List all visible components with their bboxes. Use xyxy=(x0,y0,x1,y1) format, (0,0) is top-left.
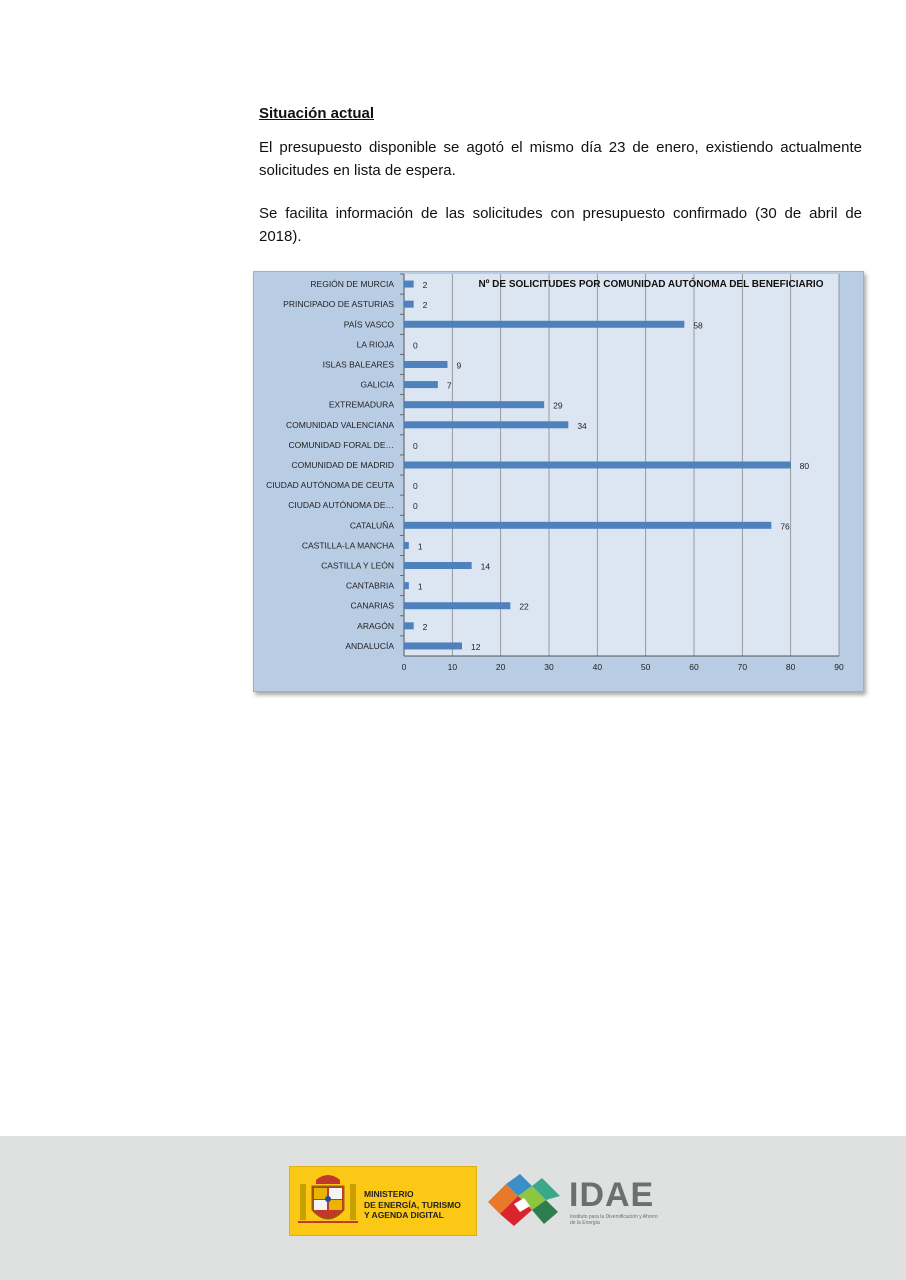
chart-container xyxy=(253,271,864,692)
category-label: CANARIAS xyxy=(350,600,394,611)
bar xyxy=(404,462,791,469)
bar xyxy=(404,582,409,589)
idae-emblem-icon xyxy=(484,1172,564,1228)
idae-wordmark: IDAE xyxy=(569,1176,655,1214)
data-label: 80 xyxy=(799,461,810,471)
data-label: 1 xyxy=(417,581,423,592)
bar xyxy=(404,622,414,629)
x-tick-label: 50 xyxy=(640,662,651,672)
page-footer xyxy=(0,1136,906,1280)
bar xyxy=(404,542,409,549)
bar xyxy=(404,361,448,368)
data-label: 9 xyxy=(456,360,462,371)
bar xyxy=(404,381,438,388)
data-label: 1 xyxy=(417,541,423,552)
data-label: 22 xyxy=(519,601,529,612)
ministry-name: MINISTERIO DE ENERGÍA, TURISMO Y AGENDA DIGITAL xyxy=(364,1189,461,1220)
bar xyxy=(404,602,510,609)
category-label: LA RIOJA xyxy=(356,339,394,350)
category-label: ARAGÓN xyxy=(357,620,394,631)
data-label: 7 xyxy=(446,380,452,391)
idae-subtitle: Instituto para la Diversificación y Ahorro de la Energía xyxy=(570,1214,658,1226)
category-label: CANTABRIA xyxy=(345,580,394,591)
category-label: CATALUÑA xyxy=(349,520,394,531)
data-label: 29 xyxy=(553,400,563,411)
data-label: 34 xyxy=(577,420,587,431)
category-label: CIUDAD AUTÓNOMA DE… xyxy=(288,500,394,511)
category-label: PAÍS VASCO xyxy=(343,319,394,330)
x-tick-label: 70 xyxy=(737,662,748,672)
bar xyxy=(404,522,771,529)
data-label: 76 xyxy=(780,521,790,532)
x-tick-label: 30 xyxy=(544,662,554,672)
category-label: REGIÓN DE MURCIA xyxy=(310,279,394,290)
data-label: 12 xyxy=(471,641,481,652)
x-tick-label: 0 xyxy=(401,662,407,672)
data-label: 0 xyxy=(413,340,418,351)
data-label: 2 xyxy=(422,300,428,311)
x-tick-label: 90 xyxy=(834,662,844,672)
idae-logo xyxy=(484,1172,658,1232)
bar-chart xyxy=(254,272,863,691)
bar xyxy=(404,421,568,428)
paragraph-budget: El presupuesto disponible se agotó el mismo día 23 de enero, existiendo actualmente solicitudes en lista de espera. xyxy=(259,139,862,179)
bar xyxy=(404,321,684,328)
coat-of-arms-icon xyxy=(296,1170,360,1232)
data-label: 0 xyxy=(413,501,418,512)
x-tick-label: 40 xyxy=(592,662,603,672)
ministry-logo xyxy=(289,1166,477,1236)
data-label: 58 xyxy=(693,320,703,331)
category-label: CIUDAD AUTÓNOMA DE CEUTA xyxy=(266,480,394,491)
category-label: COMUNIDAD FORAL DE… xyxy=(288,439,394,450)
data-label: 0 xyxy=(413,481,418,492)
x-tick-label: 80 xyxy=(785,662,796,672)
category-label: CASTILLA Y LEÓN xyxy=(321,560,394,571)
data-label: 2 xyxy=(422,280,428,291)
category-label: ISLAS BALEARES xyxy=(322,359,394,370)
chart-title: Nº DE SOLICITUDES POR COMUNIDAD AUTÓNOMA DEL BENEFICIARIO xyxy=(478,279,824,290)
category-label: COMUNIDAD DE MADRID xyxy=(291,460,394,470)
x-tick-label: 60 xyxy=(689,662,699,672)
paragraph-info: Se facilita información de las solicitudes con presupuesto confirmado (30 de abril de 2018). xyxy=(259,205,862,245)
bar xyxy=(404,301,414,308)
category-label: GALICIA xyxy=(360,379,394,390)
category-label: CASTILLA-LA MANCHA xyxy=(301,540,394,551)
bar xyxy=(404,642,462,649)
data-label: 0 xyxy=(413,440,418,451)
data-label: 14 xyxy=(480,561,491,572)
category-label: PRINCIPADO DE ASTURIAS xyxy=(283,299,394,310)
section-heading: Situación actual xyxy=(259,105,375,122)
x-tick-label: 10 xyxy=(447,662,458,672)
x-tick-label: 20 xyxy=(495,662,506,672)
bar xyxy=(404,281,414,288)
category-label: ANDALUCÍA xyxy=(345,640,394,651)
data-label: 2 xyxy=(422,621,428,632)
bar xyxy=(404,562,472,569)
bar xyxy=(404,401,544,408)
category-label: EXTREMADURA xyxy=(328,399,394,410)
category-label: COMUNIDAD VALENCIANA xyxy=(286,419,394,430)
